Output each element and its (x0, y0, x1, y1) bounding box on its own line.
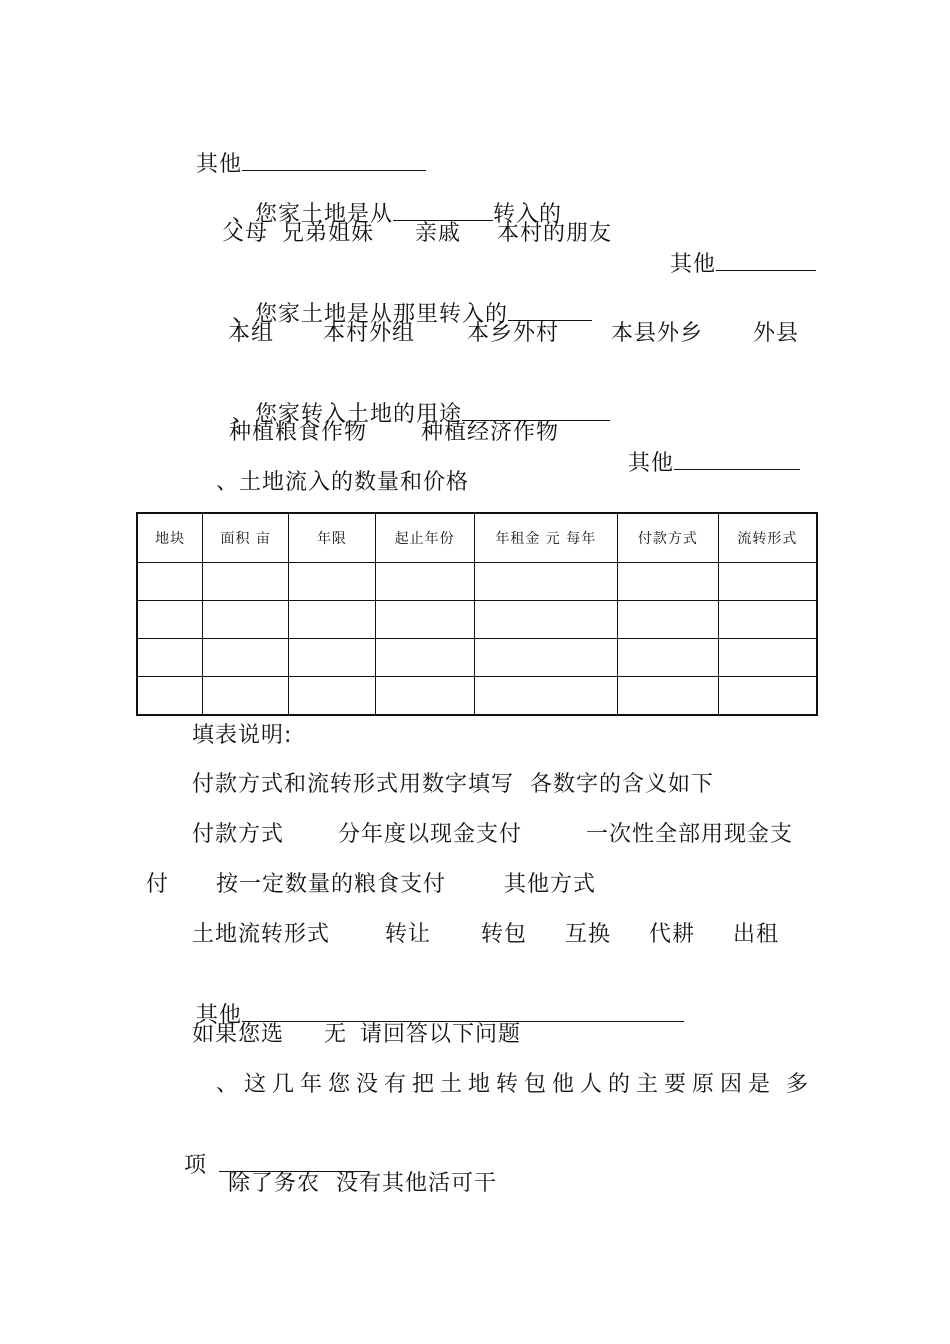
other-use-blank[interactable] (674, 447, 800, 470)
reason-blank[interactable] (219, 1149, 369, 1172)
header-area: 面积 亩 (203, 513, 289, 563)
option-county-other-township[interactable]: 本县外乡 (611, 321, 704, 346)
question-from-where-text: 、您家土地是从那里转入的 (232, 302, 509, 327)
table-row (137, 639, 817, 677)
payment-option-other: 其他方式 (504, 872, 597, 897)
table-cell[interactable] (203, 601, 289, 639)
table-cell[interactable] (718, 639, 817, 677)
option-cash-crops[interactable]: 种植经济作物 (421, 420, 560, 445)
header-rent: 年租金 元 每年 (474, 513, 618, 563)
table-cell[interactable] (718, 563, 817, 601)
table-header-row (137, 513, 817, 563)
table-cell[interactable] (203, 639, 289, 677)
option-other-use-label[interactable]: 其他 (628, 451, 675, 476)
payment-option-grain: 按一定数量的粮食支付 (216, 872, 447, 897)
transfer-option-cultivate: 代耕 (649, 922, 696, 947)
question-quantity: 、土地流入的数量和价格 (216, 470, 470, 495)
other-blank[interactable] (242, 148, 426, 171)
other-bottom-label: 其他 (196, 1003, 243, 1028)
payment-label: 付款方式 (192, 822, 285, 847)
option-parents[interactable]: 父母 (222, 221, 269, 246)
table-cell[interactable] (289, 563, 376, 601)
table-cell[interactable] (375, 601, 474, 639)
question-use-text: 、您家转入土地的用途 (232, 402, 463, 427)
table-row (137, 601, 817, 639)
table-cell[interactable] (618, 601, 719, 639)
table-cell[interactable] (137, 677, 203, 716)
question-source-text: 、您家土地是从 (232, 202, 394, 227)
table-cell[interactable] (618, 563, 719, 601)
option-other-use (612, 419, 800, 478)
option-village-other-group[interactable]: 本村外组 (323, 321, 416, 346)
other-bottom-blank[interactable] (242, 999, 684, 1022)
question-reason-multi: 多 (786, 1072, 810, 1097)
header-plot: 地块 (137, 513, 203, 563)
table-cell[interactable] (718, 601, 817, 639)
table-cell[interactable] (137, 601, 203, 639)
option-other-county[interactable]: 外县 (753, 321, 800, 346)
table-cell[interactable] (137, 563, 203, 601)
table-cell[interactable] (718, 677, 817, 716)
if-none-rest: 请回答以下问题 (360, 1022, 522, 1047)
transfer-option-lease: 出租 (733, 922, 780, 947)
option-grain-crops[interactable]: 种植粮食作物 (229, 420, 368, 445)
header-payment: 付款方式 (618, 513, 719, 563)
option-relatives[interactable]: 亲戚 (415, 221, 462, 246)
payment-option-lump-cash: 一次性全部用现金支 (586, 822, 794, 847)
option-other-source-label[interactable]: 其他 (670, 252, 717, 277)
table-cell[interactable] (203, 563, 289, 601)
table-cell[interactable] (289, 601, 376, 639)
header-term: 年限 (289, 513, 376, 563)
table-row (137, 677, 817, 716)
payment-option-lump-cash-cont: 付 (146, 872, 170, 897)
table-cell[interactable] (289, 677, 376, 716)
if-none-text: 如果您选 (192, 1022, 285, 1047)
header-transfer: 流转形式 (718, 513, 817, 563)
table-cell[interactable] (203, 677, 289, 716)
table-cell[interactable] (375, 639, 474, 677)
transfer-label: 土地流转形式 (192, 922, 331, 947)
reason-option-1[interactable]: 除了务农 没有其他活可干 (228, 1171, 497, 1196)
table-cell[interactable] (474, 639, 618, 677)
question-source-suffix: 转入的 (493, 202, 563, 227)
other-label: 其他 (196, 152, 243, 177)
source-blank[interactable] (393, 198, 493, 221)
table-cell[interactable] (289, 639, 376, 677)
question-reason-multi-2: 项 (184, 1153, 208, 1178)
other-source-blank[interactable] (716, 248, 816, 271)
transfer-option-subcontract: 转包 (481, 922, 528, 947)
fill-note-heading: 填表说明: (192, 723, 293, 748)
option-township-other-village[interactable]: 本乡外村 (467, 321, 560, 346)
table-cell[interactable] (474, 563, 618, 601)
table-cell[interactable] (375, 677, 474, 716)
if-none-option: 无 (324, 1022, 348, 1047)
table-row (137, 563, 817, 601)
payment-intro: 付款方式和流转形式用数字填写 各数字的含义如下 (192, 772, 714, 797)
question-reason: 、这几年您没有把土地转包他人的主要原因是 (216, 1072, 777, 1097)
table-cell[interactable] (618, 677, 719, 716)
header-years: 起止年份 (375, 513, 474, 563)
from-where-blank[interactable] (508, 298, 592, 321)
table-cell[interactable] (474, 677, 618, 716)
table-cell[interactable] (474, 601, 618, 639)
option-group[interactable]: 本组 (228, 321, 275, 346)
table-cell[interactable] (137, 639, 203, 677)
transfer-option-assign: 转让 (385, 922, 432, 947)
option-other-source (654, 220, 816, 279)
table-cell[interactable] (375, 563, 474, 601)
payment-option-annual-cash: 分年度以现金支付 (338, 822, 523, 847)
land-inflow-table (136, 512, 818, 716)
table-cell[interactable] (618, 639, 719, 677)
option-siblings[interactable]: 兄弟姐妹 (282, 221, 375, 246)
transfer-option-exchange: 互换 (565, 922, 612, 947)
use-blank[interactable] (462, 398, 610, 421)
option-village-friends[interactable]: 本村的朋友 (497, 221, 613, 246)
